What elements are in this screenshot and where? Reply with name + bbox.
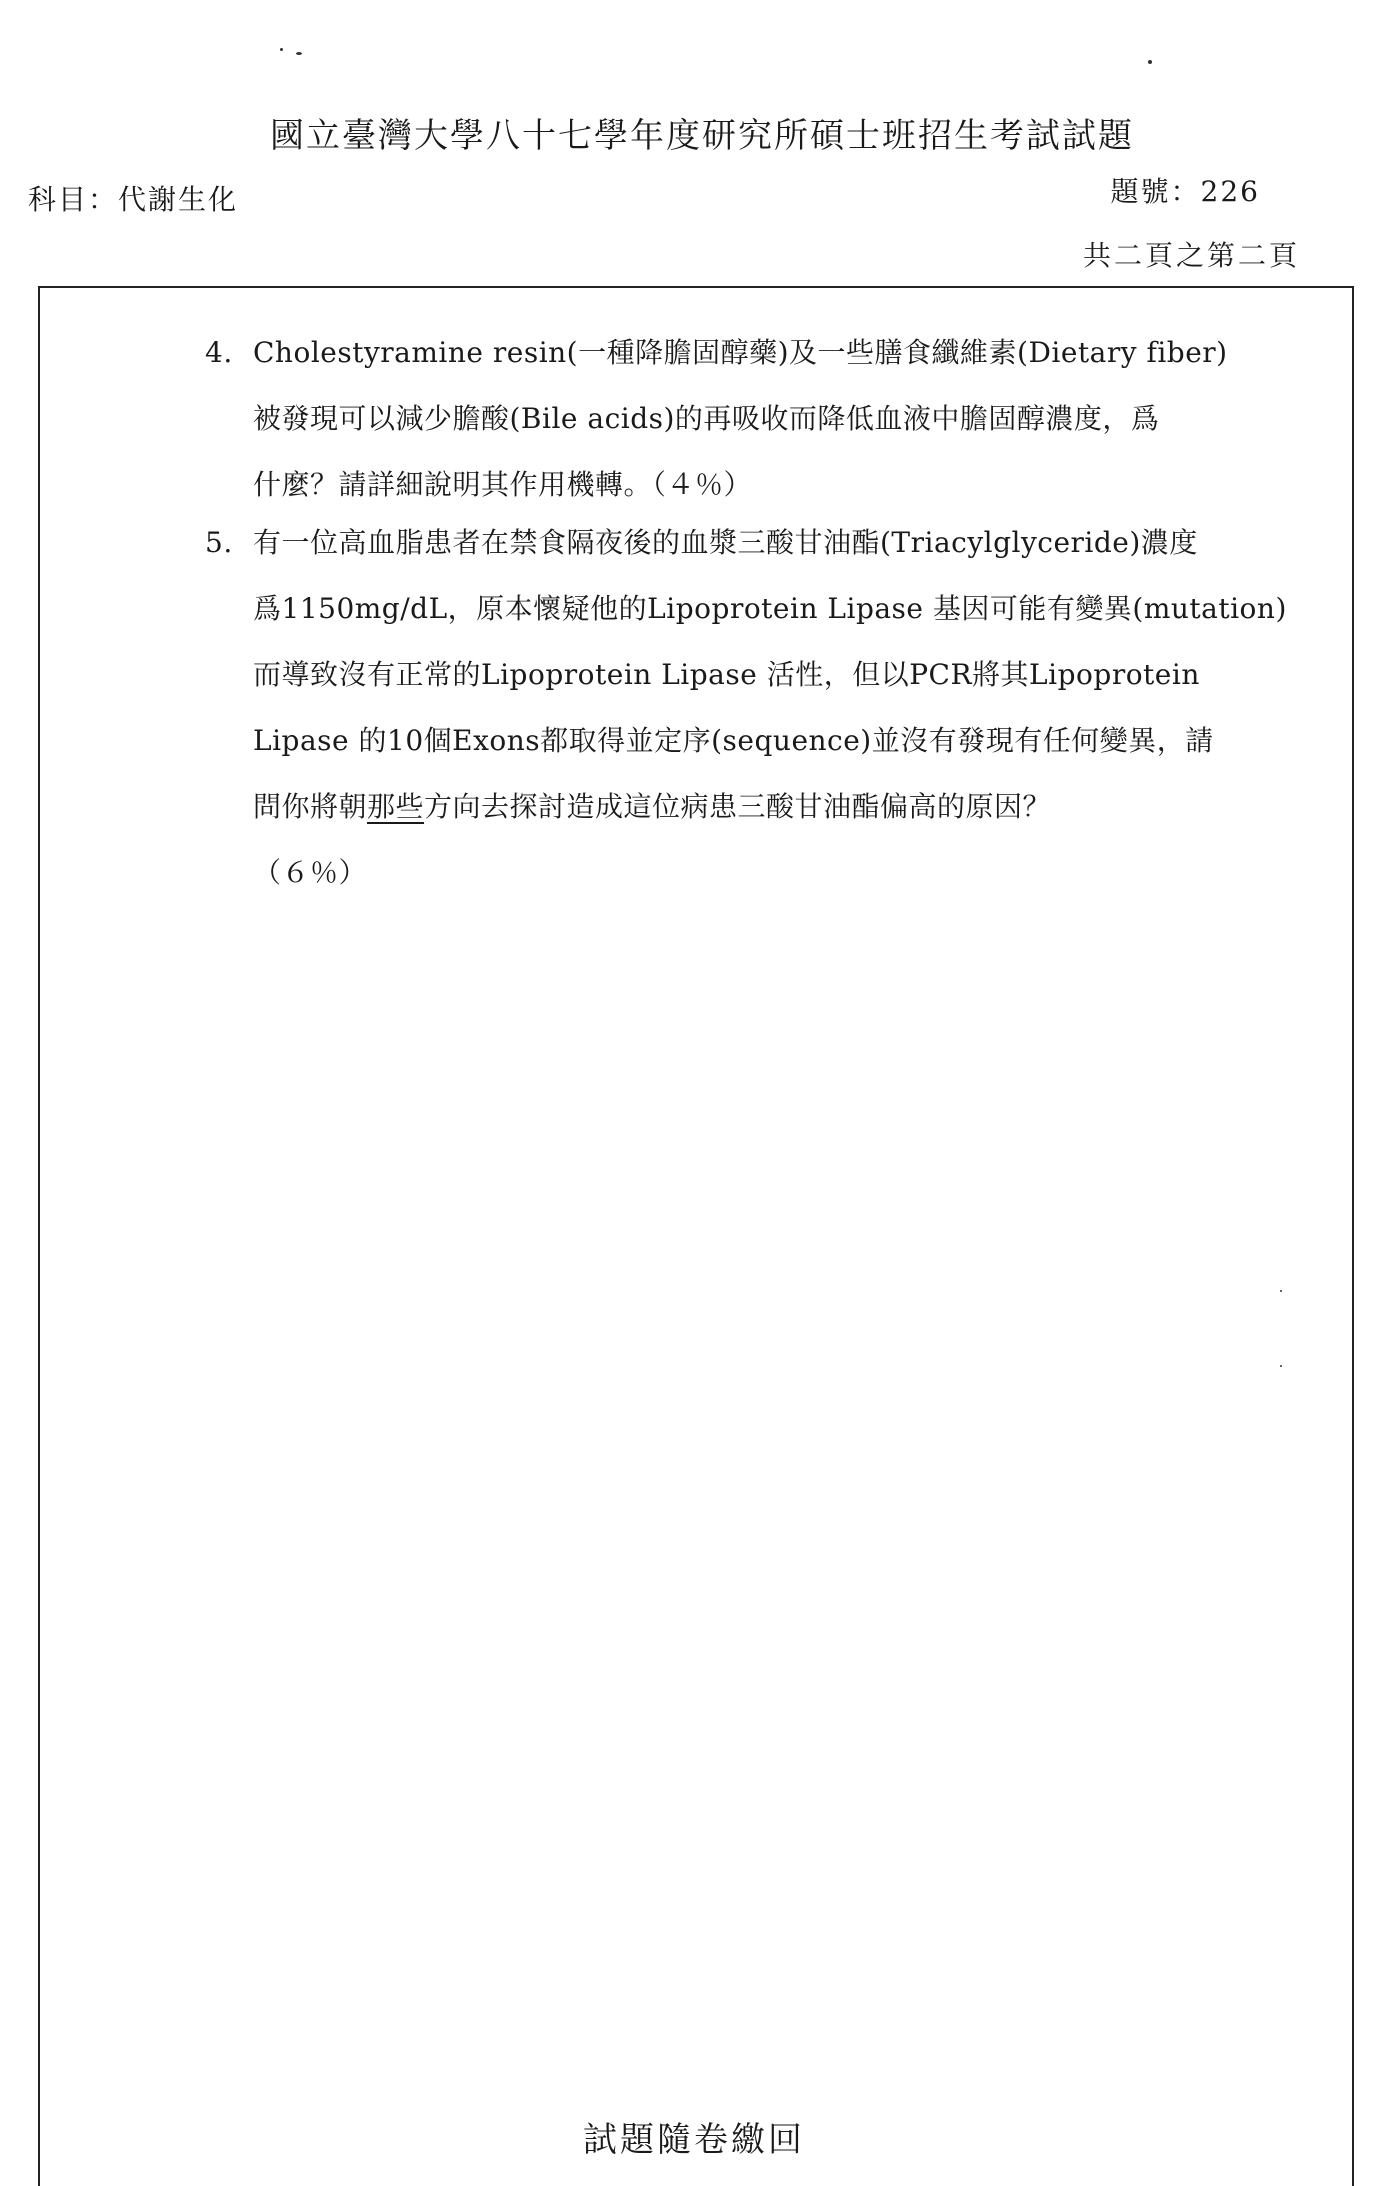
question-5-line-5-before: 問你將朝	[253, 790, 368, 823]
question-5-text-1: 有一位高血脂患者在禁食隔夜後的血漿三酸甘油酯(Triacylglyceride)濃度	[253, 526, 1198, 559]
question-4	[205, 320, 1315, 518]
question-5-line-5-after: 方向去探討造成這位病患三酸甘油酯偏高的原因？	[424, 790, 1052, 823]
scan-speck	[280, 48, 283, 51]
subject-label: 科目：代謝生化	[28, 183, 239, 216]
scan-speck	[1280, 1365, 1282, 1367]
question-5	[205, 510, 1315, 906]
question-5-score: （６％）	[253, 856, 368, 889]
question-5-line-1	[205, 510, 1315, 576]
scan-speck	[296, 52, 302, 55]
question-5-line-2: 爲1150mg/dL，原本懷疑他的Lipoprotein Lipase 基因可能有變異(mutation)	[253, 592, 1287, 625]
question-4-text-1: Cholestyramine resin(一種降膽固醇藥)及一些膳食纖維素(Dietary fiber)	[253, 336, 1228, 369]
question-5-line-4: Lipase 的10個Exons都取得並定序(sequence)並沒有發現有任何變異，請	[253, 724, 1214, 757]
scan-speck	[1280, 1290, 1282, 1292]
question-5-underlined-text: 那些	[367, 790, 425, 823]
page-title: 國立臺灣大學八十七學年度研究所碩士班招生考試試題	[270, 116, 1134, 156]
scan-speck	[1148, 60, 1152, 64]
question-4-line-1	[205, 320, 1315, 386]
question-number-label: 題號：226	[1110, 175, 1260, 208]
question-5-number: 5.	[205, 526, 233, 559]
question-4-line-3: 什麼？請詳細說明其作用機轉。（４％）	[253, 468, 753, 501]
footer-note: 試題隨卷繳回	[583, 2120, 805, 2160]
page-info-label: 共二頁之第二頁	[1082, 239, 1300, 272]
question-4-number: 4.	[205, 336, 233, 369]
question-5-line-3: 而導致沒有正常的Lipoprotein Lipase 活性，但以PCR將其Lipoprotein	[253, 658, 1200, 691]
question-5-line-5	[205, 774, 1315, 840]
question-4-line-2: 被發現可以減少膽酸(Bile acids)的再吸收而降低血液中膽固醇濃度，爲	[253, 402, 1160, 435]
